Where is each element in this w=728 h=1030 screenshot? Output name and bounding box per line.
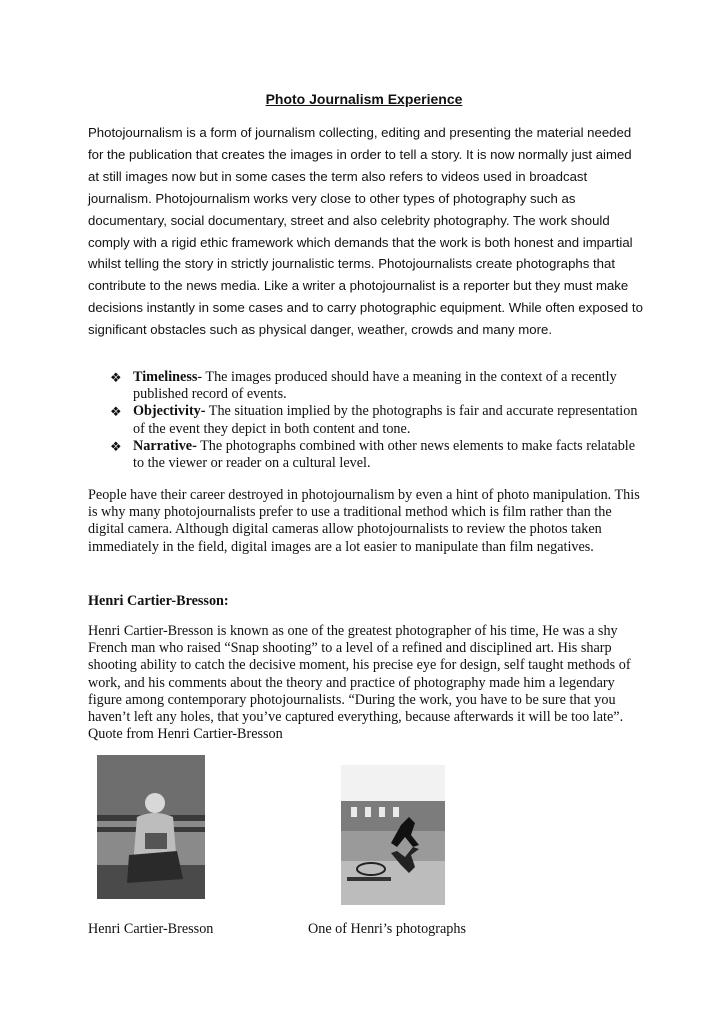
- section-heading: Henri Cartier-Bresson:: [88, 593, 229, 609]
- page-title: Photo Journalism Experience: [265, 91, 463, 107]
- photograph-caption: One of Henri’s photographs: [308, 921, 467, 937]
- bresson-portrait-photo: [97, 755, 205, 899]
- bresson-paragraph: Henri Cartier-Bresson is known as one of the greatest photographer of his time, He was a shy French man who raised “Snap shooting” to a level of a refined and disciplined art. His sharp shooting ability to catch the decisive moment, his precise eye for design, self taught methods of work, and his comments about the theory and practice of photography made him a legendary figure among contemporary photojournalists. “During the work, you have to be sure that you haven’t left any holes, that you’ve captured everything, because afterwards it will be too late”. Quote from Henri Cartier-Bresson: [88, 623, 631, 743]
- bullet-term: Timeliness: [133, 369, 198, 385]
- bullet-term: Objectivity-: [133, 403, 206, 420]
- list-item: [110, 369, 640, 403]
- manipulation-paragraph: People have their career destroyed in photojournalism by even a hint of photo manipulation. This is why many photojournalists prefer to use a traditional method which is film rather than the digital camera. Although digital cameras allow photojournalists to review the photos taken immediately in the field, digital images are a lot easier to manipulate than film negatives.: [88, 487, 640, 555]
- list-item: [110, 403, 640, 437]
- bullet-term: Narrative-: [133, 437, 197, 454]
- bullet-list: [110, 369, 640, 472]
- list-item: [110, 438, 640, 472]
- bullet-text: The situation implied by the photographs is fair and accurate representation of the event they depict in both content and tone.: [133, 403, 638, 437]
- diamond-bullet-icon: ❖: [110, 404, 122, 420]
- diamond-bullet-icon: ❖: [110, 438, 122, 454]
- henri-photograph: [341, 765, 445, 905]
- bullet-text: The photographs combined with other news elements to make facts relatable to the viewer or reader on a cultural level.: [133, 437, 636, 472]
- intro-paragraph: Photojournalism is a form of journalism collecting, editing and presenting the material needed for the publication that creates the images in order to tell a story. It is now normally just aimed at still images now but in some cases the term also refers to videos used in broadcast journalism. Photojournalism works very close to other types of photography such as documentary, social documentary, street and also celebrity photography. The work should comply with a rigid ethic framework which demands that the work is both honest and impartial whilst telling the story in strictly journalistic terms. Photojournalists create photographs that contribute to the news media. Like a writer a photojournalist is a reporter but they must make decisions instantly in some cases and to carry photographic equipment. While often exposed to significant obstacles such as physical danger, weather, crowds and many more.: [88, 125, 643, 338]
- portrait-caption: Henri Cartier-Bresson: [88, 921, 214, 937]
- bullet-text: - The images produced should have a meaning in the context of a recently published record of events.: [133, 369, 617, 403]
- diamond-bullet-icon: ❖: [110, 370, 122, 385]
